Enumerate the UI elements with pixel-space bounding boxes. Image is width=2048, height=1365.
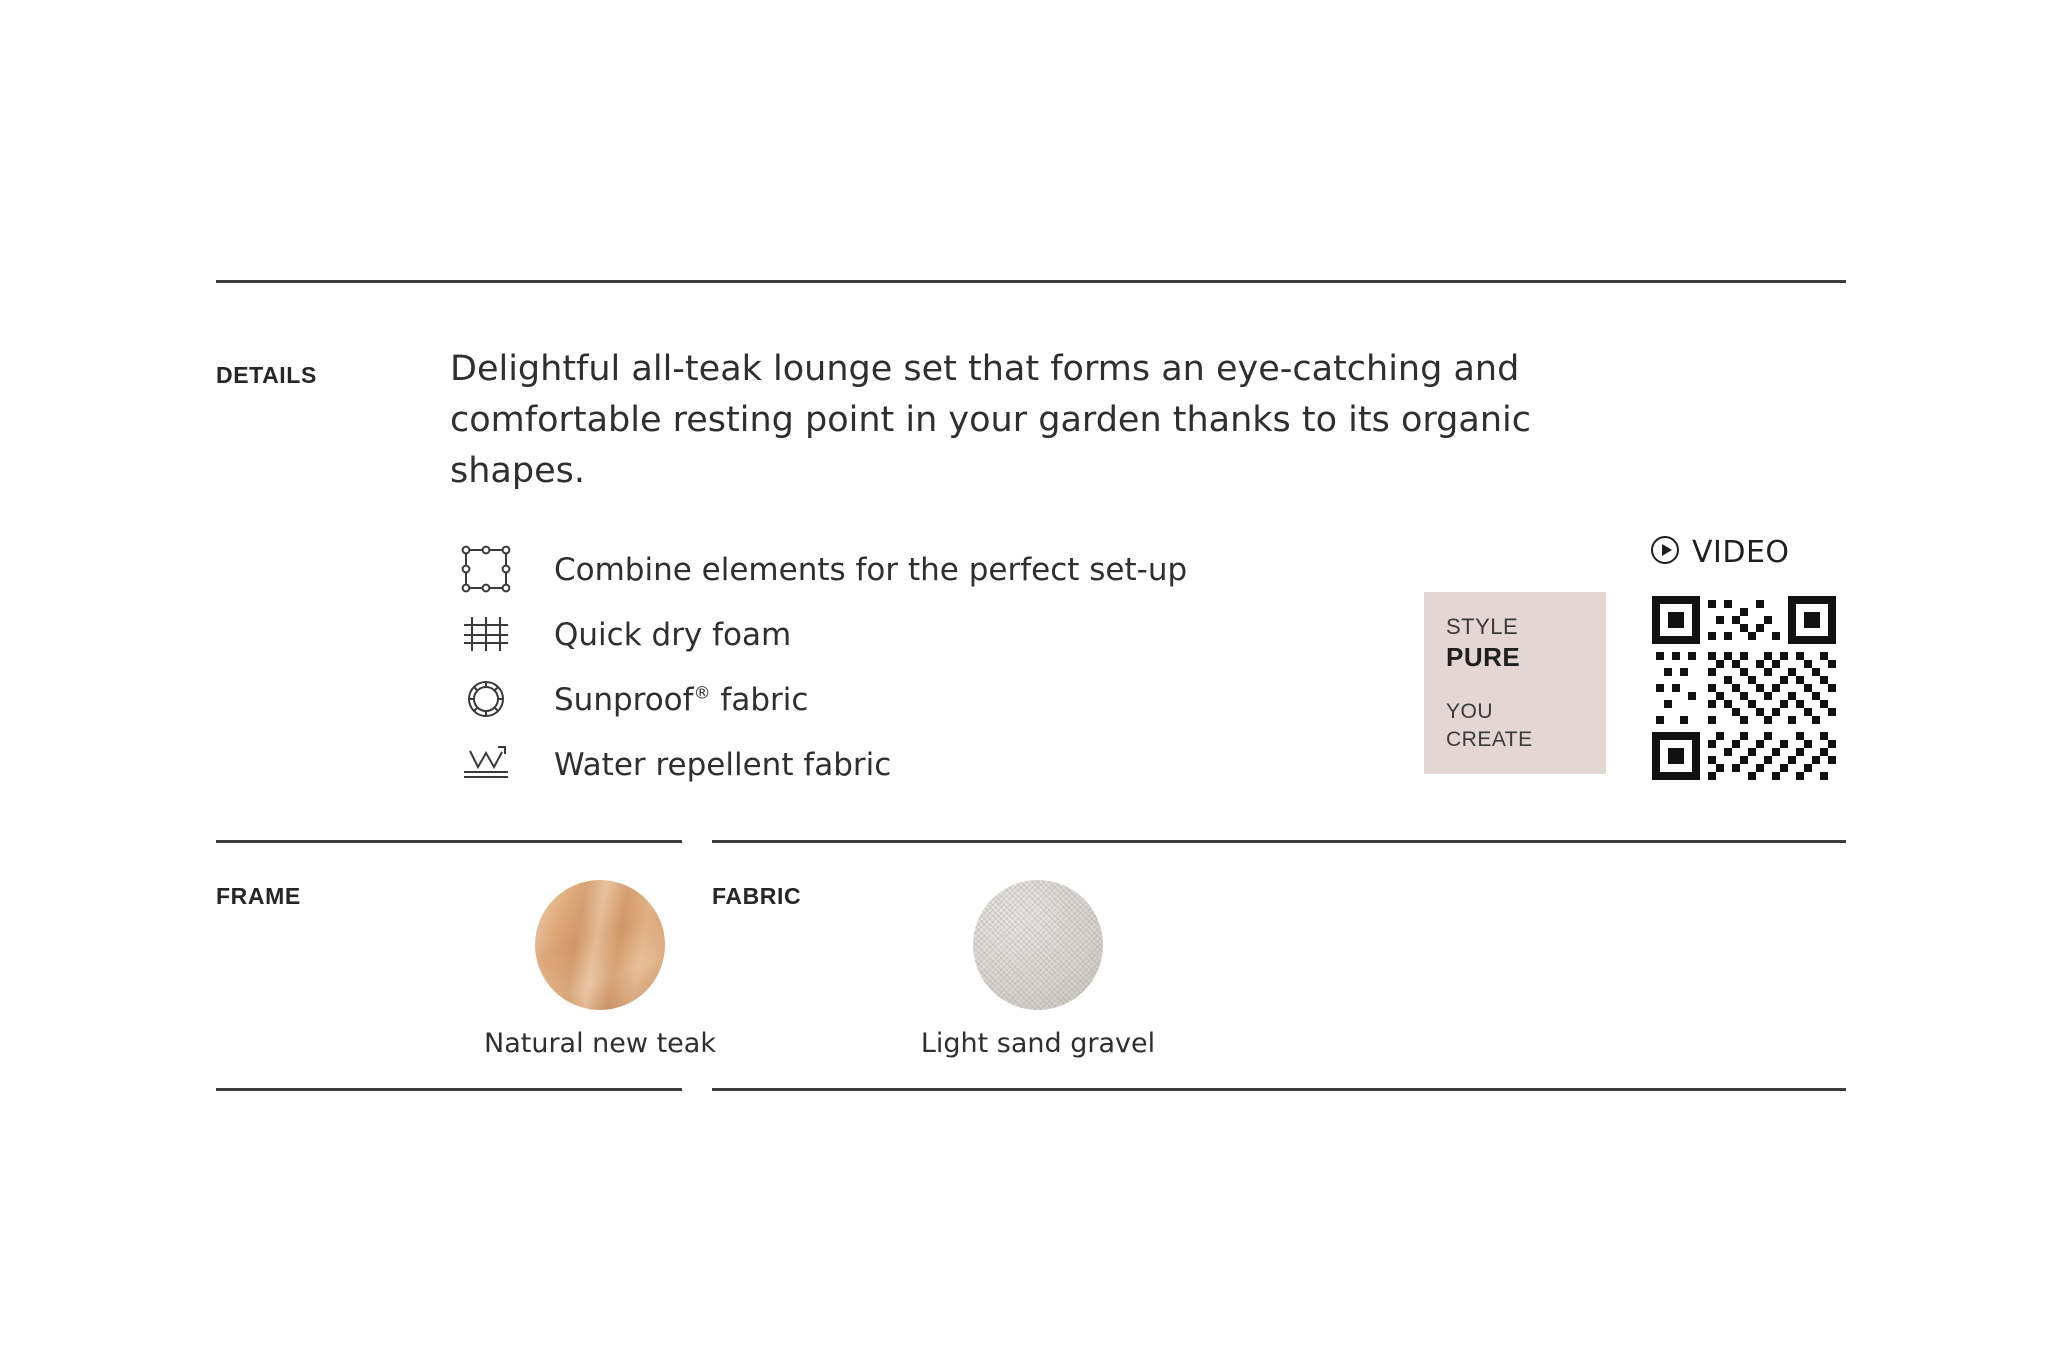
feature-list <box>450 537 1350 797</box>
video-label: VIDEO <box>1692 535 1790 570</box>
style-badge-create: CREATE <box>1446 728 1533 751</box>
divider-fabric-top <box>712 840 1846 843</box>
feature-label-water-repellent: Water repellent fabric <box>554 746 892 783</box>
registered-mark: ® <box>693 683 711 704</box>
play-circle-icon <box>1650 535 1680 570</box>
details-section-label: DETAILS <box>216 362 317 388</box>
feature-item-sunproof <box>450 667 1350 732</box>
feature-label-combine: Combine elements for the perfect set-up <box>554 551 1188 588</box>
divider-top <box>216 280 1846 283</box>
quick-dry-foam-icon <box>450 607 522 663</box>
water-repellent-icon <box>450 737 522 793</box>
frame-section-label: FRAME <box>216 883 301 909</box>
feature-label-sunproof <box>522 682 808 718</box>
divider-fabric-bottom <box>712 1088 1846 1091</box>
frame-swatch-circle <box>535 880 665 1010</box>
sunproof-circle-icon <box>450 672 522 728</box>
fabric-swatch-label: Light sand gravel <box>920 1028 1156 1059</box>
frame-swatch[interactable] <box>470 880 730 1059</box>
feature-item-combine <box>450 537 1350 602</box>
video-link[interactable] <box>1650 535 1790 570</box>
feature-label-quick-dry-foam: Quick dry foam <box>554 616 792 653</box>
frame-swatch-label: Natural new teak <box>484 1028 716 1059</box>
style-badge <box>1424 592 1606 774</box>
feature-item-quick-dry-foam <box>450 602 1350 667</box>
divider-frame-top <box>216 840 682 843</box>
modular-frame-icon <box>450 542 522 598</box>
qr-code-icon[interactable] <box>1648 592 1840 784</box>
feature-item-water-repellent <box>450 732 1350 797</box>
product-description: Delightful all-teak lounge set that forms an eye-catching and comfortable resting point in your garden thanks to its organic shapes. <box>450 349 1531 491</box>
style-badge-style-label: STYLE <box>1446 614 1519 639</box>
feature-label-sunproof-suffix: fabric <box>710 681 809 718</box>
style-badge-name: PURE <box>1446 642 1521 672</box>
fabric-section-label: FABRIC <box>712 883 802 909</box>
fabric-swatch-circle <box>973 880 1103 1010</box>
style-badge-you: YOU <box>1446 700 1494 723</box>
fabric-swatch[interactable] <box>908 880 1168 1059</box>
feature-label-sunproof-text: Sunproof <box>554 681 694 718</box>
divider-frame-bottom <box>216 1088 682 1091</box>
